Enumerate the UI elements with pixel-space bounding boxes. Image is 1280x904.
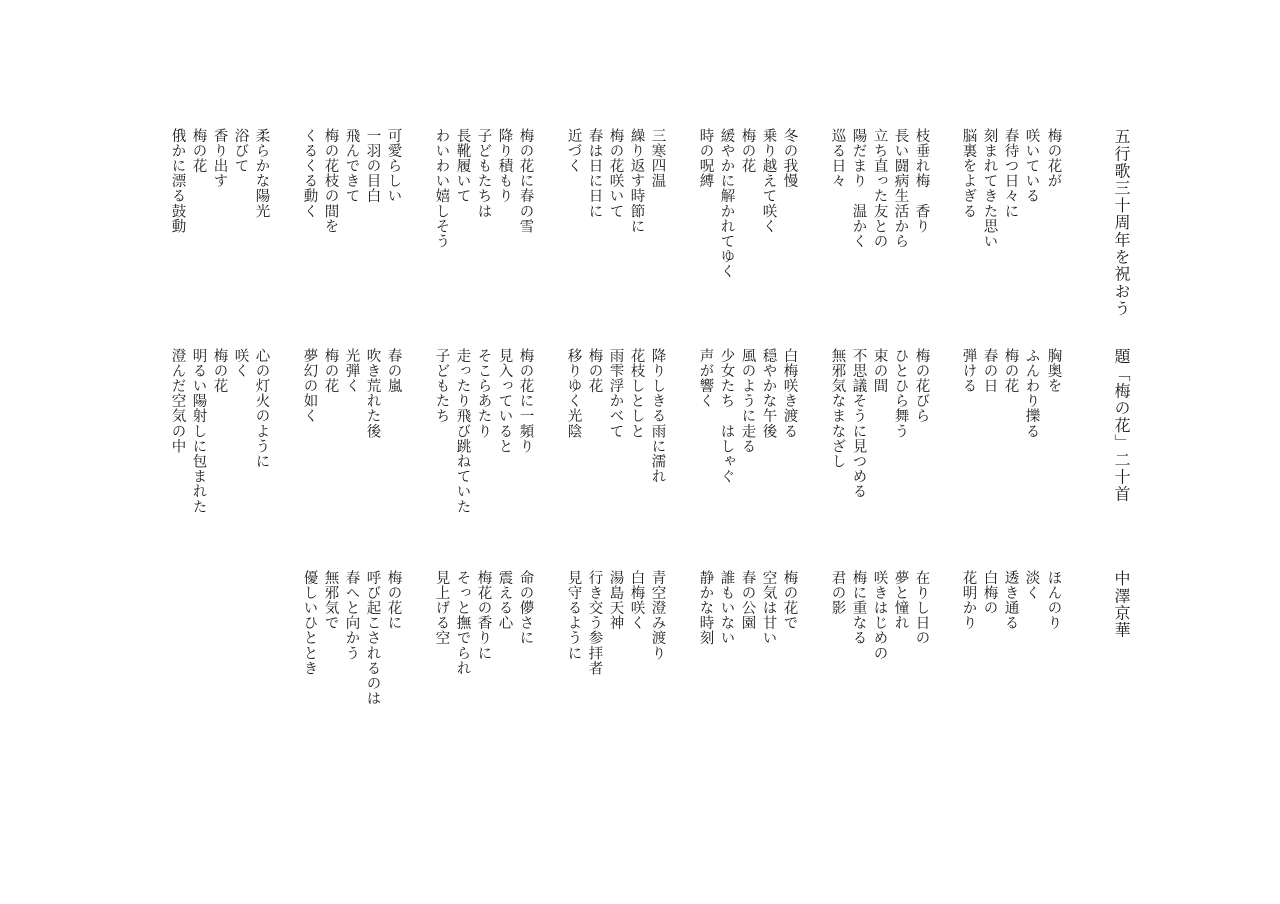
poem-line-bottom: 命の儚さに [517, 570, 534, 646]
poem-line-bottom: 青空澄み渡り [649, 570, 666, 661]
poem-line-mid: 少女たち はしゃぐ [718, 348, 735, 484]
poem-line-top: 乗り越えて咲く [760, 128, 777, 234]
poem-line-top: 近づく [565, 128, 582, 174]
poem-line-bottom: 行き交う参拝者 [586, 570, 603, 676]
poem-line-top: わいわい嬉しそう [433, 128, 450, 249]
poem-line-top: 梅の花 [190, 128, 207, 174]
author-name: 中澤京華 [1112, 570, 1131, 639]
poem-line-bottom: 見上げる空 [433, 570, 450, 646]
poem-line-bottom: 咲きはじめの [871, 570, 888, 661]
poem-line-mid: 降りしきる雨に濡れ [649, 348, 666, 484]
poem-line-top: 三寒四温 [649, 128, 666, 189]
poem-line-bottom: 震える心 [496, 570, 513, 631]
poem-line-top: 浴びて [232, 128, 249, 174]
poem-line-mid: 穏やかな午後 [760, 348, 777, 439]
poem-line-mid: 夢幻の如く [301, 348, 318, 424]
poem-line-bottom: 梅の花に [385, 570, 402, 631]
poem-line-bottom: 花明かり [960, 570, 977, 631]
poem-line-mid: 弾ける [960, 348, 977, 394]
poem-line-mid: 雨雫浮かべて [607, 348, 624, 439]
poem-line-mid: 梅の花 [211, 348, 228, 394]
poem-line-bottom: そっと撫でられ [454, 570, 471, 676]
poem-line-top: 梅の花に春の雪 [517, 128, 534, 234]
poem-line-mid: 春の嵐 [385, 348, 402, 394]
poem-line-bottom: 空気は甘い [760, 570, 777, 646]
poem-line-top: 柔らかな陽光 [253, 128, 270, 219]
poem-line-bottom: 梅花の香りに [475, 570, 492, 661]
poem-line-mid: 梅の花 [322, 348, 339, 394]
poem-line-mid: 不思議そうに見つめる [850, 348, 867, 499]
poem-line-bottom: 淡く [1023, 570, 1040, 601]
poem-line-top: 降り積もり [496, 128, 513, 204]
poem-line-top: 一羽の目白 [364, 128, 381, 204]
poem-line-top: 春は日に日に [586, 128, 603, 219]
poem-line-top: くるくる動く [301, 128, 318, 219]
poem-line-top: 香り出す [211, 128, 228, 189]
poem-line-bottom: 無邪気で [322, 570, 339, 631]
poem-line-mid: 澄んだ空気の中 [169, 348, 186, 454]
theme-subtitle: 題「梅の花」二十首 [1112, 348, 1131, 503]
poem-line-top: 長い闘病生活から [892, 128, 909, 249]
poem-line-mid: 梅の花びら [913, 348, 930, 424]
poem-line-bottom: 湯島天神 [607, 570, 624, 631]
poem-line-top: 子どもたちは [475, 128, 492, 219]
poem-line-top: 繰り返す時節に [628, 128, 645, 234]
poem-line-mid: 見入っていると [496, 348, 513, 454]
poem-line-mid: 梅の花 [586, 348, 603, 394]
poem-line-mid: 無邪気なまなざし [829, 348, 846, 469]
poem-line-bottom: 白梅咲く [628, 570, 645, 631]
poem-line-top: 巡る日々 [829, 128, 846, 189]
poem-line-bottom: ほんのり [1045, 570, 1062, 631]
poem-line-mid: そこらあたり [475, 348, 492, 439]
poem-line-top: 飛んできて [343, 128, 360, 204]
poem-line-top: 俄かに漂る鼓動 [169, 128, 186, 234]
poem-line-mid: 吹き荒れた後 [364, 348, 381, 439]
poem-line-bottom: 見守るように [565, 570, 582, 661]
poem-line-top: 冬の我慢 [781, 128, 798, 189]
poem-line-bottom: 透き通る [1002, 570, 1019, 631]
poem-line-mid: 光弾く [343, 348, 360, 394]
poem-line-top: 陽だまり 温かく [850, 128, 867, 249]
poem-line-mid: 心の灯火のように [253, 348, 270, 469]
poem-line-top: 立ち直った友との [871, 128, 888, 249]
poem-line-bottom: 誰もいない [718, 570, 735, 646]
poem-line-bottom: 春の公園 [739, 570, 756, 631]
poem-line-top: 刻まれてきた思い [981, 128, 998, 249]
poem-line-bottom: 優しいひととき [301, 570, 318, 676]
poem-line-mid: 咲く [232, 348, 249, 379]
poem-line-mid: 白梅咲き渡る [781, 348, 798, 439]
poem-line-top: 春待つ日々に [1002, 128, 1019, 219]
poem-line-top: 梅の花枝の間を [322, 128, 339, 234]
collection-title: 五行歌三十周年を祝おう [1112, 128, 1131, 318]
poem-line-bottom: 君の影 [829, 570, 846, 616]
poem-line-mid: ひとひら舞う [892, 348, 909, 439]
poem-line-bottom: 在りし日の [913, 570, 930, 646]
poem-line-top: 梅の花咲いて [607, 128, 624, 219]
poem-line-mid: 走ったり飛び跳ねていた [454, 348, 471, 515]
poem-line-mid: 子どもたち [433, 348, 450, 424]
poem-line-bottom: 春へと向かう [343, 570, 360, 661]
poem-line-top: 脳裏をよぎる [960, 128, 977, 219]
poem-line-mid: 胸奥を [1045, 348, 1062, 394]
poem-line-top: 梅の花 [739, 128, 756, 174]
poem-line-mid: 移りゆく光陰 [565, 348, 582, 439]
poem-line-mid: ふんわり擽る [1023, 348, 1040, 439]
poem-line-mid: 梅の花 [1002, 348, 1019, 394]
poem-line-mid: 春の日 [981, 348, 998, 394]
poem-line-top: 長靴履いて [454, 128, 471, 204]
poem-line-bottom: 梅に重なる [850, 570, 867, 646]
poem-line-mid: 明るい陽射しに包まれた [190, 348, 207, 515]
poem-line-top: 緩やかに解かれてゆく [718, 128, 735, 279]
poem-line-mid: 梅の花に一頻り [517, 348, 534, 454]
poem-line-bottom: 夢と憧れ [892, 570, 909, 631]
poem-line-bottom: 白梅の [981, 570, 998, 616]
poem-line-mid: 束の間 [871, 348, 888, 394]
poem-line-top: 梅の花が [1045, 128, 1062, 189]
poem-line-top: 可愛らしい [385, 128, 402, 204]
poem-line-top: 時の呪縛 [697, 128, 714, 189]
poem-line-mid: 花枝しとしと [628, 348, 645, 439]
poem-line-bottom: 梅の花で [781, 570, 798, 631]
poem-line-bottom: 呼び起こされるのは [364, 570, 381, 706]
poem-line-bottom: 静かな時刻 [697, 570, 714, 646]
poem-line-mid: 声が響く [697, 348, 714, 409]
poem-line-mid: 風のように走る [739, 348, 756, 454]
poem-line-top: 咲いている [1023, 128, 1040, 204]
poem-line-top: 枝垂れ梅 香り [913, 128, 930, 234]
